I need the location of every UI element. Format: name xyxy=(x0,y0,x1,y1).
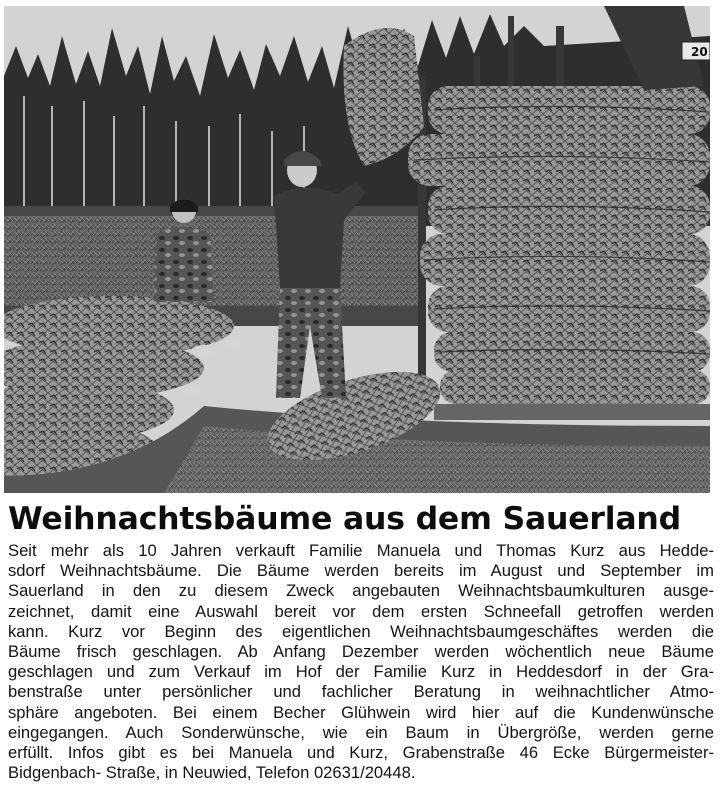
article-line: Sauerland in den zu diesem Zweck angebauten Weihnachtsbaumkulturen ausge- xyxy=(8,581,714,601)
news-photo xyxy=(4,6,710,493)
article-line: kann. Kurz vor Beginn des eigentlichen Weihnachtsbaumgeschäftes werden die xyxy=(8,621,714,641)
article-line: eingegangen. Auch Sonderwünsche, wie ein Baum in Übergröße, werden gerne xyxy=(8,722,714,742)
article-line: benstraße unter persönlicher und fachlicher Beratung in weihnachtlicher Atmo- xyxy=(8,682,714,702)
article-line: Seit mehr als 10 Jahren verkauft Familie Manuela und Thomas Kurz aus Hedde- xyxy=(8,541,714,560)
article-line: sdorf Weihnachtsbäume. Die Bäume werden bereits im August und September im xyxy=(8,561,714,581)
article-line: zeichnet, damit eine Auswahl bereit vor dem ersten Schneefall getroffen werden xyxy=(8,601,714,621)
article-line: geschlagen und zum Verkauf im Hof der Familie Kurz in Heddesdorf in der Gra- xyxy=(8,662,714,682)
article-line: Bidgenbach- Straße, in Neuwied, Telefon 02631/20448. xyxy=(8,763,416,783)
article-line: Bäume frisch geschlagen. Ab Anfang Dezember werden wöchentlich neue Bäume xyxy=(8,642,714,662)
article-line: erfüllt. Infos gibt es bei Manuela und Kurz, Grabenstraße 46 Ecke Bürgermeister- xyxy=(8,743,714,763)
sign-label: 20 xyxy=(691,45,708,59)
article-line: sphäre angeboten. Bei einem Becher Glühwein wird hier auf die Kundenwünsche xyxy=(8,702,714,722)
headline: Weihnachtsbäume aus dem Sauerland xyxy=(8,501,681,537)
article-body xyxy=(8,541,714,783)
